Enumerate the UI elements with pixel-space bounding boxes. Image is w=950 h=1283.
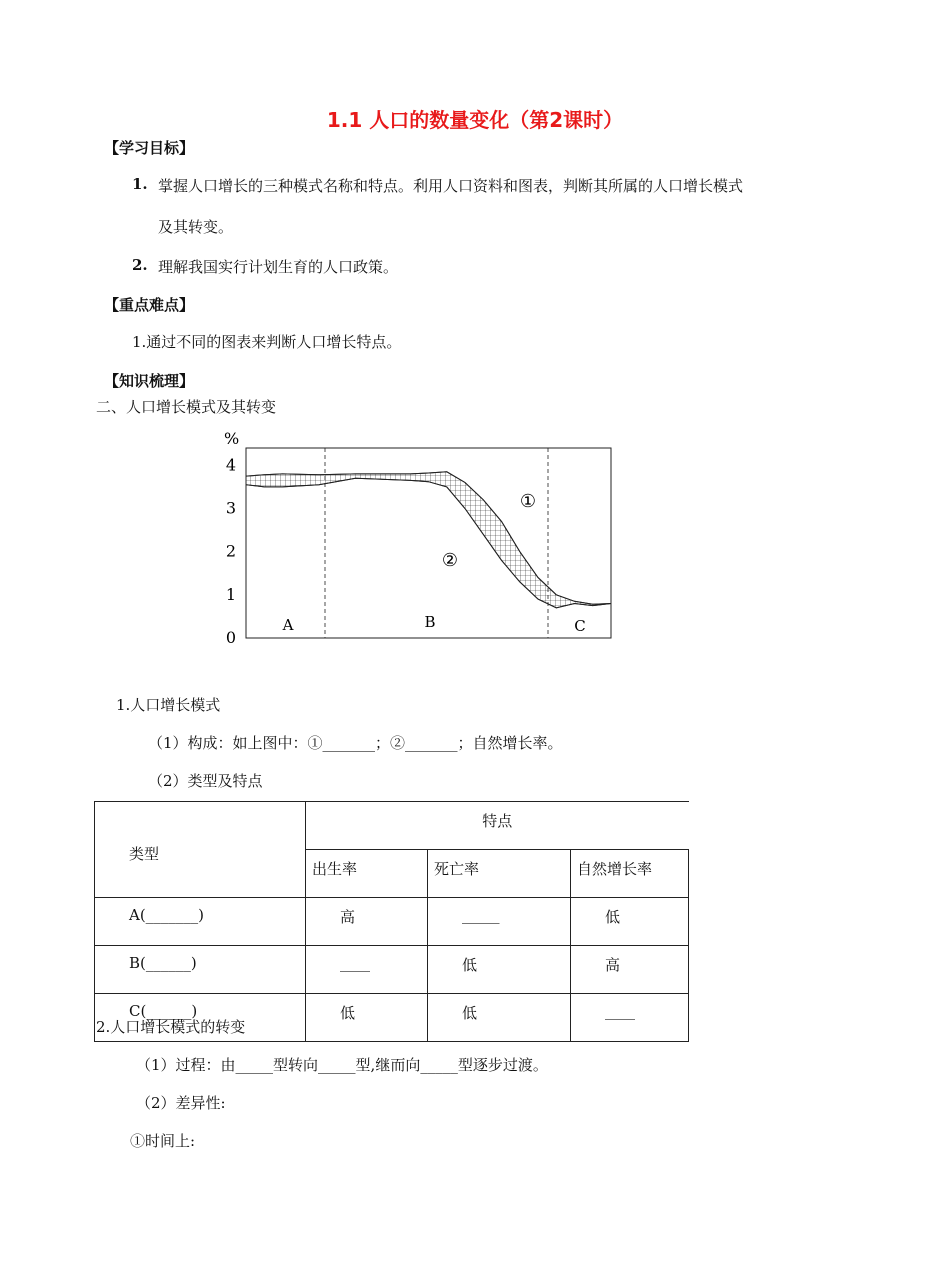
y-axis-unit: % <box>224 429 240 448</box>
y-tick-label: 1 <box>225 584 236 604</box>
growth-model-table <box>94 801 689 1042</box>
difference-line: （2）差异性: <box>136 1094 226 1112</box>
curve-label-1: ① <box>519 491 537 512</box>
table-cell: 高 <box>571 946 689 994</box>
goal-1-text: 掌握人口增长的三种模式名称和特点。利用人口资料和图表，判断其所属的人口增长模式 <box>158 177 744 195</box>
goal-1-text-cont: 及其转变。 <box>158 218 234 236</box>
knowledge-heading: 【知识梳理】 <box>104 372 195 390</box>
table-cell: 高 <box>306 898 428 946</box>
table-cell: 低 <box>428 946 571 994</box>
stage-label-c: C <box>574 617 586 635</box>
page-title: 1.1 人口的数量变化（第2课时） <box>326 108 624 132</box>
stage-label-b: B <box>424 613 436 631</box>
column-header: 自然增长率 <box>571 850 689 898</box>
key-point-1: 1.通过不同的图表来判断人口增长特点。 <box>132 333 402 351</box>
type-header: 类型 <box>95 802 306 898</box>
series-death-rate-line <box>246 478 611 608</box>
column-header: 死亡率 <box>428 850 571 898</box>
table-row <box>95 898 689 946</box>
subsection-2-title: 2.人口增长模式的转变 <box>96 1018 246 1036</box>
row-type: B(______) <box>95 946 306 994</box>
y-tick-label: 0 <box>225 628 236 647</box>
y-tick-label: 3 <box>225 498 236 518</box>
goal-2-text: 理解我国实行计划生育的人口政策。 <box>158 258 399 276</box>
table-cell: 低 <box>306 994 428 1042</box>
row-type: A(_______) <box>95 898 306 946</box>
table-cell: ____ <box>306 946 428 994</box>
natural-growth-band <box>246 472 611 608</box>
part-title: 二、人口增长模式及其转变 <box>96 398 277 416</box>
table-cell: 低 <box>571 898 689 946</box>
features-header: 特点 <box>306 802 689 850</box>
subsection-1-title: 1.人口增长模式 <box>116 696 221 714</box>
composition-line: （1）构成：如上图中：①_______；②_______；自然增长率。 <box>148 734 563 752</box>
time-line: ①时间上: <box>130 1132 196 1150</box>
row-type: C(______) <box>95 994 306 1042</box>
y-tick-label: 2 <box>225 541 236 561</box>
goal-1-number: 1. <box>132 175 148 193</box>
goals-heading: 【学习目标】 <box>104 139 195 157</box>
table-row <box>95 946 689 994</box>
column-header: 出生率 <box>306 850 428 898</box>
types-features-line: （2）类型及特点 <box>148 772 263 790</box>
population-growth-chart <box>200 420 630 650</box>
table-cell: 低 <box>428 994 571 1042</box>
process-line: （1）过程：由_____型转向_____型,继而向_____型逐步过渡。 <box>136 1056 548 1074</box>
key-heading: 【重点难点】 <box>104 296 195 314</box>
goal-2-number: 2. <box>132 256 148 274</box>
table-cell: _____ <box>428 898 571 946</box>
curve-label-2: ② <box>441 550 459 571</box>
stage-label-a: A <box>282 616 294 634</box>
table-cell: ____ <box>571 994 689 1042</box>
series-birth-rate-line <box>246 472 611 605</box>
y-tick-label: 4 <box>225 455 236 475</box>
